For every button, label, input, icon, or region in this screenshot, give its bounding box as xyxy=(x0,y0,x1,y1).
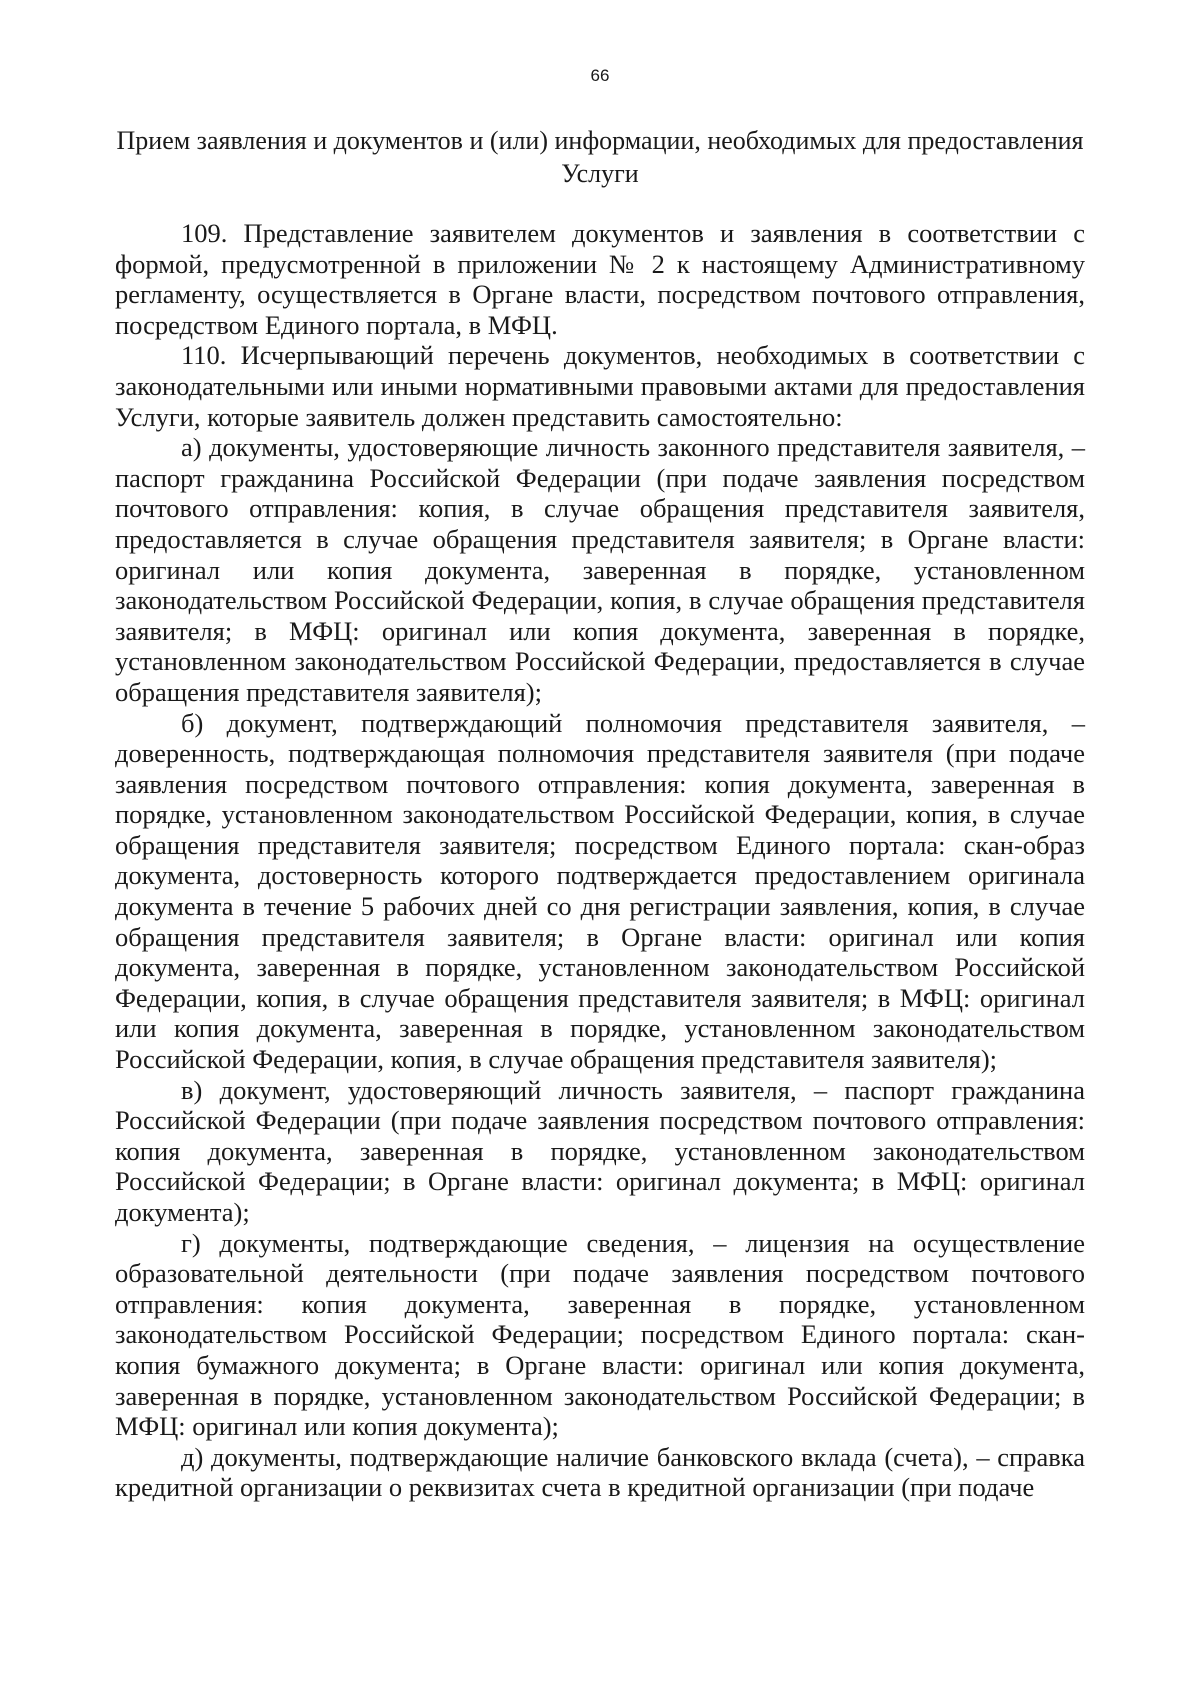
page-number: 66 xyxy=(590,66,610,85)
paragraph-109: 109. Представление заявителем документов и заявления в соответствии с формой, предусмотренной в приложении № 2 к настоящему Административному регламенту, осуществляется в Органе власти, посредством почтового отправления, посредством Единого портала, в МФЦ. xyxy=(115,218,1085,340)
list-item-v: в) документ, удостоверяющий личность заявителя, – паспорт гражданина Российской Федерации (при подаче заявления посредством почтового отправления: копия документа, заверенная в порядке, установленном законодательством Российской Федерации; в Органе власти: оригинал документа; в МФЦ: оригинал документа); xyxy=(115,1074,1085,1227)
list-item-d: д) документы, подтверждающие наличие банковского вклада (счета), – справка кредитной организации о реквизитах счета в кредитной организации (при подаче xyxy=(115,1441,1085,1503)
list-item-b: б) документ, подтверждающий полномочия представителя заявителя, – доверенность, подтверждающая полномочия представителя заявителя (при подаче заявления посредством почтового отправления: копия документа, заверенная в порядке, установленном законодательством Российской Федерации, копия, в случае обращения представителя заявителя; посредством Единого портала: скан-образ документа, достоверность которого подтверждается предоставлением оригинала документа в течение 5 рабочих дней со дня регистрации заявления, копия, в случае обращения представителя заявителя; в Органе власти: оригинал или копия документа, заверенная в порядке, установленном законодательством Российской Федерации, копия, в случае обращения представителя заявителя; в МФЦ: оригинал или копия документа, заверенная в порядке, установленном законодательством Российской Федерации, копия, в случае обращения представителя заявителя); xyxy=(115,707,1085,1075)
section-heading: Прием заявления и документов и (или) информации, необходимых для предоставления Услуги xyxy=(116,126,1084,188)
list-item-g: г) документы, подтверждающие сведения, – лицензия на осуществление образовательной деятельности (при подаче заявления посредством почтового отправления: копия документа, заверенная в порядке, установленном законодательством Российской Федерации; посредством Единого портала: скан-копия бумажного документа; в Органе власти: оригинал или копия документа, заверенная в порядке, установленном законодательством Российской Федерации; в МФЦ: оригинал или копия документа); xyxy=(115,1227,1085,1442)
paragraph-110: 110. Исчерпывающий перечень документов, необходимых в соответствии с законодательными или иными нормативными правовыми актами для предоставления Услуги, которые заявитель должен представить самостоятельно: xyxy=(115,340,1085,432)
document-body xyxy=(115,218,1085,1503)
list-item-a: а) документы, удостоверяющие личность законного представителя заявителя, – паспорт гражданина Российской Федерации (при подаче заявления посредством почтового отправления: копия, в случае обращения представителя заявителя, предоставляется в случае обращения представителя заявителя; в Органе власти: оригинал или копия документа, заверенная в порядке, установленном законодательством Российской Федерации, копия, в случае обращения представителя заявителя; в МФЦ: оригинал или копия документа, заверенная в порядке, установленном законодательством Российской Федерации, предоставляется в случае обращения представителя заявителя); xyxy=(115,432,1085,707)
